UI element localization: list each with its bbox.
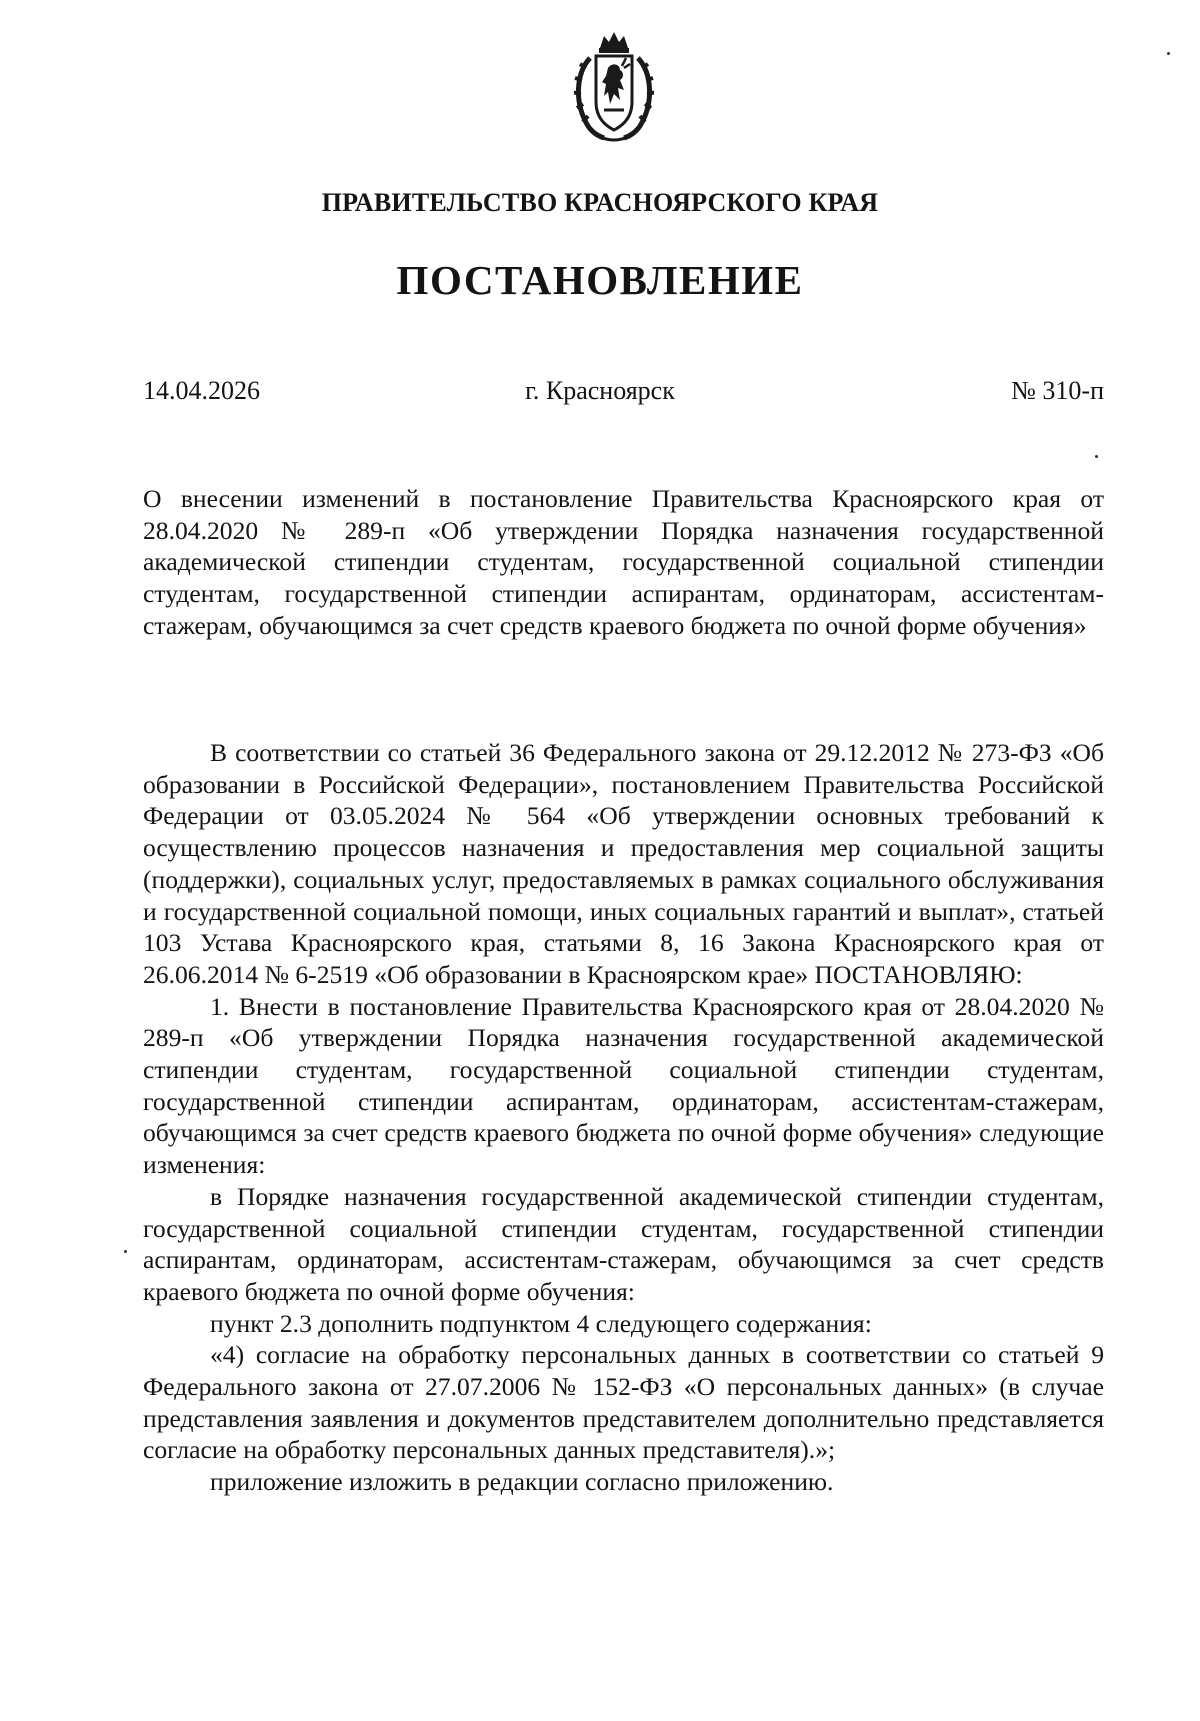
coat-of-arms-icon <box>568 28 660 146</box>
document-city: г. Красноярск <box>525 376 675 405</box>
preamble-paragraph: В соответствии со статьей 36 Федерального закона от 29.12.2012 № 273-ФЗ «Об образовании в Российской Федерации», постановлением Правительства Российской Федерации от 03.05.2024 № 564 «Об утверждении основных требований к осуществлению процессов назначения и предоставления мер социальной защиты (поддержки), социальных услуг, предоставляемых в рамках социального обслуживания и государственной социальной помощи, иных социальных гарантий и выплат», статьей 103 Устава Красноярского края, статьями 8, 16 Закона Красноярского края от 26.06.2014 № 6-2519 «Об образовании в Красноярском крае» ПОСТАНОВЛЯЮ: <box>143 738 1104 989</box>
appendix-paragraph: приложение изложить в редакции согласно приложению. <box>210 1467 834 1497</box>
scan-speck <box>1167 52 1170 55</box>
document-body <box>143 737 1104 1498</box>
order-amendment-paragraph: в Порядке назначения государственной академической стипендии студентам, государственной социальной стипендии студентам, государственной стипендии аспирантам, ординаторам, ассистентам-стажерам, обучающимся за счет средств краевого бюджета по очной форме обучения: <box>143 1181 1104 1306</box>
quoted-subpoint-paragraph: «4) согласие на обработку персональных данных в соответствии со статьей 9 Федерального закона от 27.07.2006 № 152-ФЗ «О персональных данных» (в случае представления заявления и документов представителем дополнительно представляется согласие на обработку персональных данных представителя).»; <box>143 1340 1104 1465</box>
point-amendment-paragraph: пункт 2.3 дополнить подпунктом 4 следующего содержания: <box>210 1308 872 1338</box>
document-date: 14.04.2026 <box>143 376 260 405</box>
document-title: О внесении изменений в постановление Правительства Красноярского края от 28.04.2020 № 289-п «Об утверждении Порядка назначения государственной академической стипендии студентам, государственной социальной стипендии студентам, государственной стипендии аспирантам, ординаторам, ассистентам-стажерам, обучающимся за счет средств краевого бюджета по очной форме обучения» <box>143 484 1104 640</box>
organization-name: ПРАВИТЕЛЬСТВО КРАСНОЯРСКОГО КРАЯ <box>321 188 879 217</box>
scan-speck <box>124 1250 127 1253</box>
document-number: № 310-п <box>1011 376 1104 405</box>
document-title-block <box>143 483 1104 642</box>
item-1-paragraph: 1. Внести в постановление Правительства Красноярского края от 28.04.2020 № 289-п «Об утверждении Порядка назначения государственной академической стипендии студентам, государственной социальной стипендии студентам, государственной стипендии аспирантам, ординаторам, ассистентам-стажерам, обучающимся за счет средств краевого бюджета по очной форме обучения» следующие изменения: <box>143 991 1104 1180</box>
scan-speck <box>1095 455 1098 458</box>
document-type: ПОСТАНОВЛЕНИЕ <box>396 257 804 303</box>
